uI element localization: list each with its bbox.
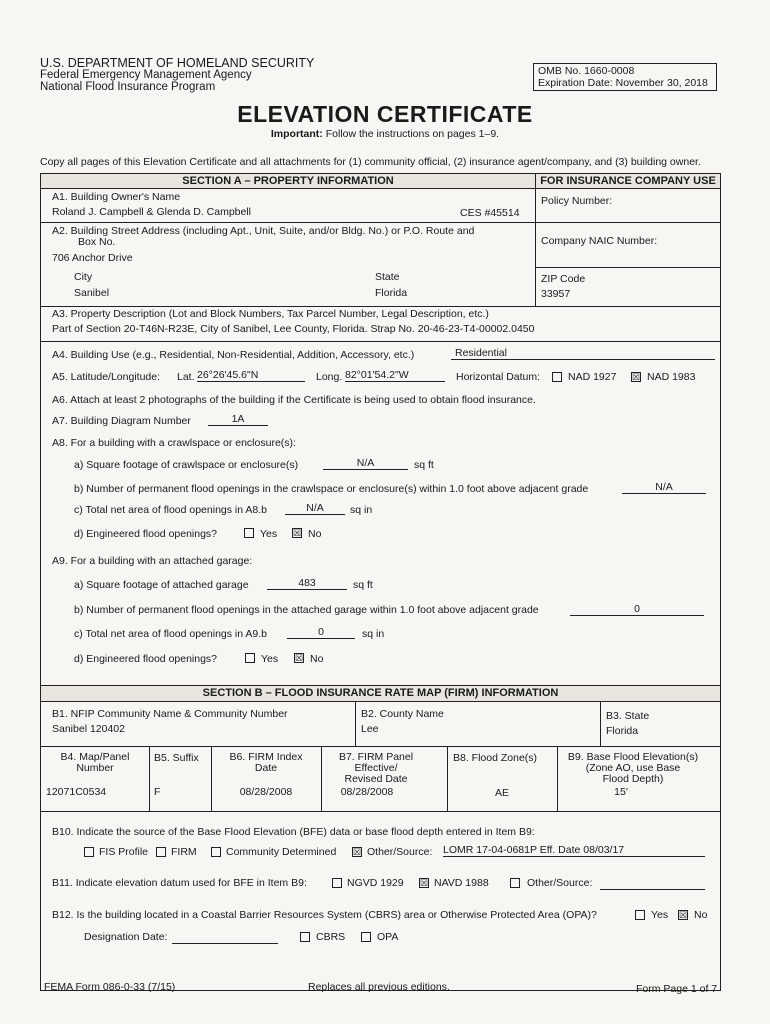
a9d-yes-checkbox[interactable] bbox=[245, 653, 255, 663]
b12-label: B12. Is the building located in a Coastal Barrier Resources System (CBRS) area or Otherwise Protected Area (OPA)? bbox=[52, 909, 597, 921]
horizontal-datum-label: Horizontal Datum: bbox=[456, 371, 541, 383]
agency-name: Federal Emergency Management Agency bbox=[40, 69, 252, 81]
a8c-unit: sq in bbox=[350, 504, 373, 516]
b6-label-line1: B6. FIRM Index bbox=[229, 751, 303, 763]
a2-label-line2: Box No. bbox=[78, 236, 116, 248]
a9c-value[interactable]: 0 bbox=[287, 626, 355, 639]
a8a-unit: sq ft bbox=[414, 459, 434, 471]
state-label: State bbox=[375, 271, 400, 283]
subtitle-important: Important: bbox=[270, 128, 323, 140]
a8d-no-label: No bbox=[308, 528, 322, 540]
zip-label: ZIP Code bbox=[541, 273, 586, 285]
b1-label: B1. NFIP Community Name & Community Number bbox=[52, 708, 288, 720]
footer-page: Form Page 1 of 7 bbox=[636, 983, 718, 995]
nad1927-checkbox[interactable] bbox=[552, 372, 562, 382]
a8c-label: c) Total net area of flood openings in A8.b bbox=[74, 504, 268, 516]
b12-yes-checkbox[interactable] bbox=[635, 910, 645, 920]
firm-checkbox[interactable] bbox=[156, 847, 166, 857]
a7-label: A7. Building Diagram Number bbox=[52, 415, 191, 427]
navd1988-checkbox[interactable]: ☒ bbox=[420, 878, 429, 888]
a9a-unit: sq ft bbox=[353, 579, 373, 591]
b9-label-line3: Flood Depth) bbox=[602, 773, 664, 785]
b11-other-label: Other/Source: bbox=[527, 877, 593, 889]
a9d-no-label: No bbox=[310, 653, 324, 665]
opa-checkbox[interactable] bbox=[361, 932, 371, 942]
b5-label: B5. Suffix bbox=[154, 752, 199, 764]
state-value[interactable]: Florida bbox=[375, 287, 408, 299]
b4-label-line2: Number bbox=[76, 762, 114, 774]
a1-owner-name[interactable]: Roland J. Campbell & Glenda D. Campbell bbox=[52, 206, 252, 218]
omb-expiration: Expiration Date: November 30, 2018 bbox=[538, 77, 708, 89]
omb-number: OMB No. 1660-0008 bbox=[538, 65, 635, 77]
a1-ces: CES #45514 bbox=[460, 207, 520, 219]
b9-label-line2: (Zone AO, use Base bbox=[585, 762, 681, 774]
b9-value[interactable]: 15' bbox=[614, 786, 628, 798]
nad1927-label: NAD 1927 bbox=[568, 371, 617, 383]
b11-label: B11. Indicate elevation datum used for BFE in Item B9: bbox=[52, 877, 307, 889]
a2-label bbox=[52, 226, 474, 248]
opa-label: OPA bbox=[377, 931, 399, 943]
firm-label: FIRM bbox=[171, 846, 197, 858]
a8d-yes-checkbox[interactable] bbox=[244, 528, 254, 538]
a9a-label: a) Square footage of attached garage bbox=[74, 579, 249, 591]
a9d-label: d) Engineered flood openings? bbox=[74, 653, 218, 665]
b10-label: B10. Indicate the source of the Base Flood Elevation (BFE) data or base flood depth entered in Item B9: bbox=[52, 826, 535, 838]
b9-label bbox=[558, 752, 708, 785]
a2-label-line1: A2. Building Street Address (including Apt., Unit, Suite, and/or Bldg. No.) or P.O. Route and bbox=[52, 225, 475, 237]
a8d-yes-label: Yes bbox=[260, 528, 278, 540]
b7-label-line1: B7. FIRM Panel bbox=[338, 751, 414, 763]
b2-value[interactable]: Lee bbox=[361, 723, 379, 735]
community-determined-checkbox[interactable] bbox=[211, 847, 221, 857]
a4-building-use[interactable]: Residential bbox=[451, 347, 715, 360]
a8c-value[interactable]: N/A bbox=[285, 502, 345, 515]
b7-label-line2: Effective/ bbox=[354, 762, 398, 774]
fis-profile-checkbox[interactable] bbox=[84, 847, 94, 857]
a9-label: A9. For a building with an attached garage: bbox=[52, 555, 253, 567]
policy-number-label: Policy Number: bbox=[541, 195, 613, 207]
a6-label: A6. Attach at least 2 photographs of the building if the Certificate is being used to obtain flood insurance. bbox=[52, 394, 536, 406]
a8-label: A8. For a building with a crawlspace or enclosure(s): bbox=[52, 437, 296, 449]
a3-label: A3. Property Description (Lot and Block Numbers, Tax Parcel Number, Legal Description, etc.) bbox=[52, 308, 489, 320]
cbrs-label: CBRS bbox=[316, 931, 346, 943]
b8-value[interactable]: AE bbox=[494, 787, 509, 799]
insurance-use-title: FOR INSURANCE COMPANY USE bbox=[536, 174, 720, 188]
section-a-title: SECTION A – PROPERTY INFORMATION bbox=[41, 174, 535, 188]
a9c-label: c) Total net area of flood openings in A9.b bbox=[74, 628, 268, 640]
b7-label bbox=[322, 752, 430, 785]
b4-value[interactable]: 12071C0534 bbox=[46, 786, 107, 798]
a9c-unit: sq in bbox=[362, 628, 385, 640]
b10-source-value[interactable]: LOMR 17-04-0681P Eff. Date 08/03/17 bbox=[443, 844, 705, 857]
lat-label: Lat. bbox=[177, 371, 195, 383]
navd1988-label: NAVD 1988 bbox=[434, 877, 489, 889]
designation-date-label: Designation Date: bbox=[84, 931, 168, 943]
b11-other-value[interactable] bbox=[600, 875, 705, 890]
b11-other-checkbox[interactable] bbox=[510, 878, 520, 888]
cbrs-checkbox[interactable] bbox=[300, 932, 310, 942]
a8d-label: d) Engineered flood openings? bbox=[74, 528, 218, 540]
b6-label-line2: Date bbox=[254, 762, 278, 774]
long-label: Long. bbox=[316, 371, 343, 383]
nad1983-checkbox[interactable]: ☒ bbox=[632, 372, 641, 382]
ngvd1929-label: NGVD 1929 bbox=[347, 877, 404, 889]
city-value[interactable]: Sanibel bbox=[74, 287, 110, 299]
a8a-value[interactable]: N/A bbox=[323, 457, 408, 470]
latitude-value[interactable]: 26°26'45.6"N bbox=[197, 369, 305, 382]
a9d-yes-label: Yes bbox=[261, 653, 279, 665]
longitude-value[interactable]: 82°01'54.2"W bbox=[345, 369, 445, 382]
b6-value[interactable]: 08/28/2008 bbox=[239, 786, 293, 798]
b12-no-checkbox[interactable]: ☒ bbox=[679, 910, 688, 920]
zip-value[interactable]: 33957 bbox=[541, 288, 571, 300]
b4-label-line1: B4. Map/Panel bbox=[60, 751, 130, 763]
b3-label: B3. State bbox=[606, 710, 650, 722]
fis-profile-label: FIS Profile bbox=[99, 846, 149, 858]
department-name: U.S. DEPARTMENT OF HOMELAND SECURITY bbox=[40, 56, 315, 70]
omb-box bbox=[533, 63, 717, 91]
other-source-checkbox[interactable]: ☒ bbox=[353, 847, 362, 857]
ngvd1929-checkbox[interactable] bbox=[332, 878, 342, 888]
b9-label-line1: B9. Base Flood Elevation(s) bbox=[567, 751, 699, 763]
footer-replaces: Replaces all previous editions. bbox=[308, 981, 450, 993]
a8b-label: b) Number of permanent flood openings in the crawlspace or enclosure(s) within 1.0 foot above adjacent grade bbox=[74, 483, 589, 495]
a3-property-description[interactable]: Part of Section 20-T46N-R23E, City of Sanibel, Lee County, Florida. Strap No. 20-46-23-T4-00002.0450 bbox=[52, 323, 535, 335]
section-b-title: SECTION B – FLOOD INSURANCE RATE MAP (FIRM) INFORMATION bbox=[41, 686, 720, 701]
b6-label bbox=[212, 752, 320, 774]
a8b-value[interactable]: N/A bbox=[622, 481, 706, 494]
b3-value[interactable]: Florida bbox=[606, 725, 639, 737]
page-title: ELEVATION CERTIFICATE bbox=[237, 101, 533, 127]
b8-label: B8. Flood Zone(s) bbox=[453, 752, 538, 764]
nad1983-label: NAD 1983 bbox=[647, 371, 696, 383]
subtitle-text: Follow the instructions on pages 1–9. bbox=[325, 128, 500, 140]
a9b-value[interactable]: 0 bbox=[570, 603, 704, 616]
company-naic-label: Company NAIC Number: bbox=[541, 235, 658, 247]
other-source-label: Other/Source: bbox=[367, 846, 433, 858]
a9d-no-checkbox[interactable]: ☒ bbox=[295, 653, 304, 663]
b12-no-label: No bbox=[694, 909, 708, 921]
a8a-label: a) Square footage of crawlspace or enclosure(s) bbox=[74, 459, 299, 471]
a7-diagram-number[interactable]: 1A bbox=[208, 413, 268, 426]
b7-label-line3: Revised Date bbox=[344, 773, 408, 785]
a1-label: A1. Building Owner's Name bbox=[52, 191, 181, 203]
city-label: City bbox=[74, 271, 93, 283]
copy-instructions: Copy all pages of this Elevation Certificate and all attachments for (1) community official, (2) insurance agent/company, and (3) building owner. bbox=[40, 156, 701, 168]
a8d-no-checkbox[interactable]: ☒ bbox=[293, 528, 302, 538]
a2-street-address[interactable]: 706 Anchor Drive bbox=[52, 252, 133, 264]
footer-form-number: FEMA Form 086-0-33 (7/15) bbox=[44, 981, 176, 993]
community-determined-label: Community Determined bbox=[226, 846, 337, 858]
a9b-label: b) Number of permanent flood openings in the attached garage within 1.0 foot above adjacent grade bbox=[74, 604, 539, 616]
b5-value[interactable]: F bbox=[154, 786, 161, 798]
page-subtitle bbox=[0, 128, 770, 140]
program-name: National Flood Insurance Program bbox=[40, 81, 216, 93]
a9a-value[interactable]: 483 bbox=[267, 577, 347, 590]
b7-value[interactable]: 08/28/2008 bbox=[340, 786, 394, 798]
a4-label: A4. Building Use (e.g., Residential, Non-Residential, Addition, Accessory, etc.) bbox=[52, 349, 415, 361]
b2-label: B2. County Name bbox=[361, 708, 444, 720]
a5-label: A5. Latitude/Longitude: bbox=[52, 371, 161, 383]
agency-header bbox=[40, 57, 314, 93]
b1-value[interactable]: Sanibel 120402 bbox=[52, 723, 125, 735]
designation-date-value[interactable] bbox=[172, 929, 278, 944]
b4-label bbox=[41, 752, 149, 774]
b12-yes-label: Yes bbox=[651, 909, 669, 921]
